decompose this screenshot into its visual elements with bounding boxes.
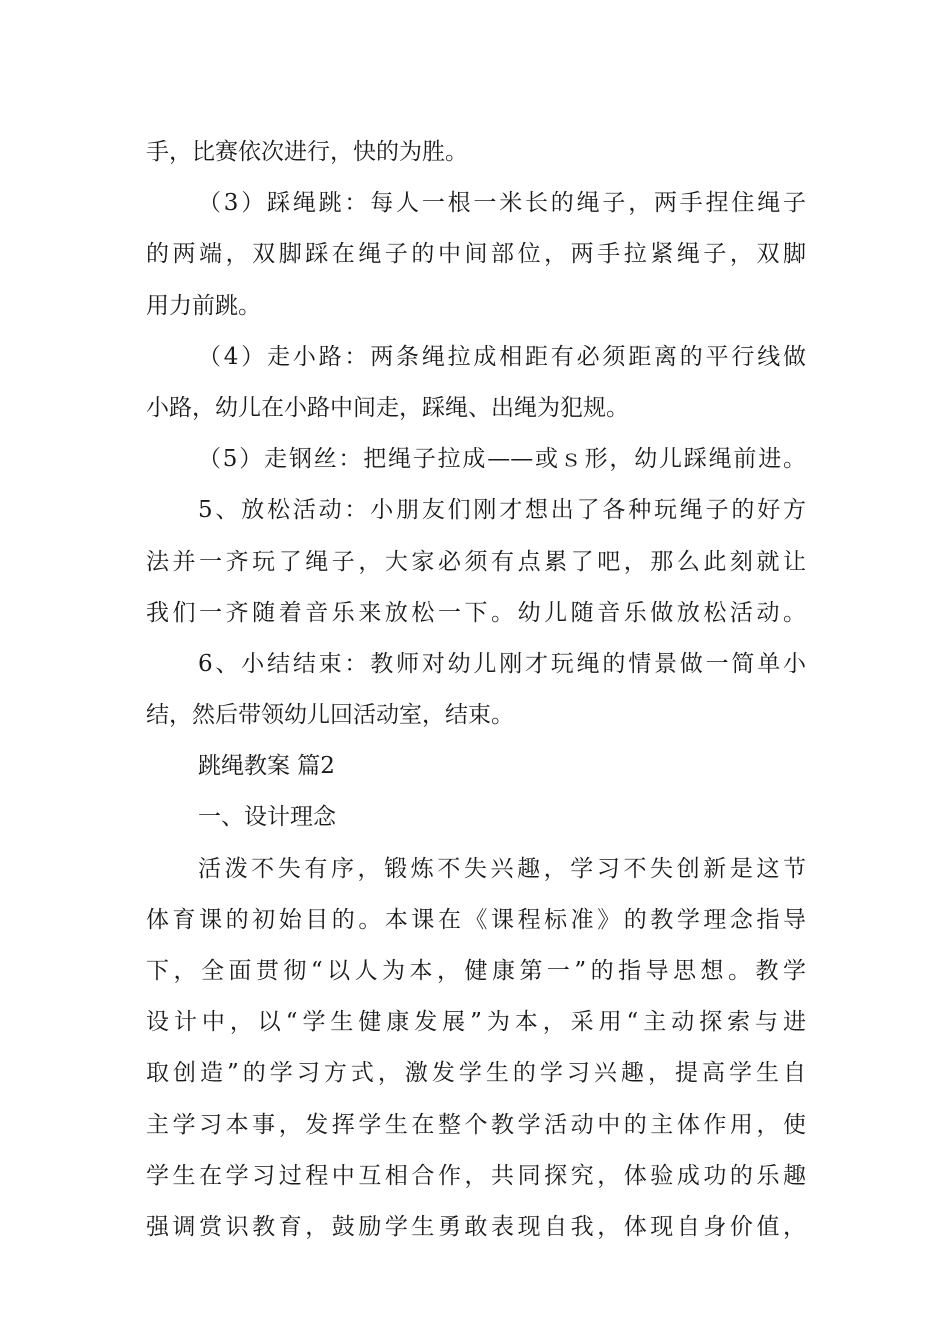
subsection-heading: 一、设计理念	[198, 804, 336, 831]
text-line: 手，比赛依次进行，快的为胜。	[146, 139, 468, 165]
text-line: 5、放松活动：小朋友们刚才想出了各种玩绳子的好方	[198, 497, 806, 524]
text-line: 体育课的初始目的。本课在《课程标准》的教学理念指导	[146, 906, 806, 933]
text-line: 强调赏识教育，鼓励学生勇敢表现自我，体现自身价值，	[146, 1213, 806, 1240]
text-line: 结，然后带领幼儿回活动室，结束。	[146, 702, 514, 729]
text-line: （3）踩绳跳：每人一根一米长的绳子，两手捏住绳子	[198, 190, 806, 217]
text-line: 的两端，双脚踩在绳子的中间部位，两手拉紧绳子，双脚	[146, 241, 806, 268]
text-line: （5）走钢丝：把绳子拉成——或ｓ形，幼儿踩绳前进。	[198, 446, 806, 473]
text-line: （4）走小路：两条绳拉成相距有必须距离的平行线做	[198, 343, 806, 370]
text-line: 活泼不失有序，锻炼不失兴趣，学习不失创新是这节	[198, 855, 806, 882]
text-line: 设计中，以“学生健康发展”为本，采用“主动探索与进	[146, 1009, 806, 1036]
text-line: 我们一齐随着音乐来放松一下。幼儿随音乐做放松活动。	[146, 599, 806, 626]
document-body	[146, 127, 806, 1253]
text-line: 学生在学习过程中互相合作，共同探究，体验成功的乐趣	[146, 1162, 806, 1189]
text-line: 用力前跳。	[146, 292, 261, 319]
text-line: 小路，幼儿在小路中间走，踩绳、出绳为犯规。	[146, 394, 629, 421]
text-line: 主学习本事，发挥学生在整个教学活动中的主体作用，使	[146, 1111, 806, 1138]
text-line: 取创造”的学习方式，激发学生的学习兴趣，提高学生自	[146, 1060, 806, 1087]
text-line: 法并一齐玩了绳子，大家必须有点累了吧，那么此刻就让	[146, 548, 806, 575]
text-line: 6、小结结束：教师对幼儿刚才玩绳的情景做一简单小	[198, 650, 806, 677]
section-heading: 跳绳教案 篇2	[198, 753, 335, 780]
text-line: 下，全面贯彻“以人为本，健康第一”的指导思想。教学	[146, 958, 806, 984]
